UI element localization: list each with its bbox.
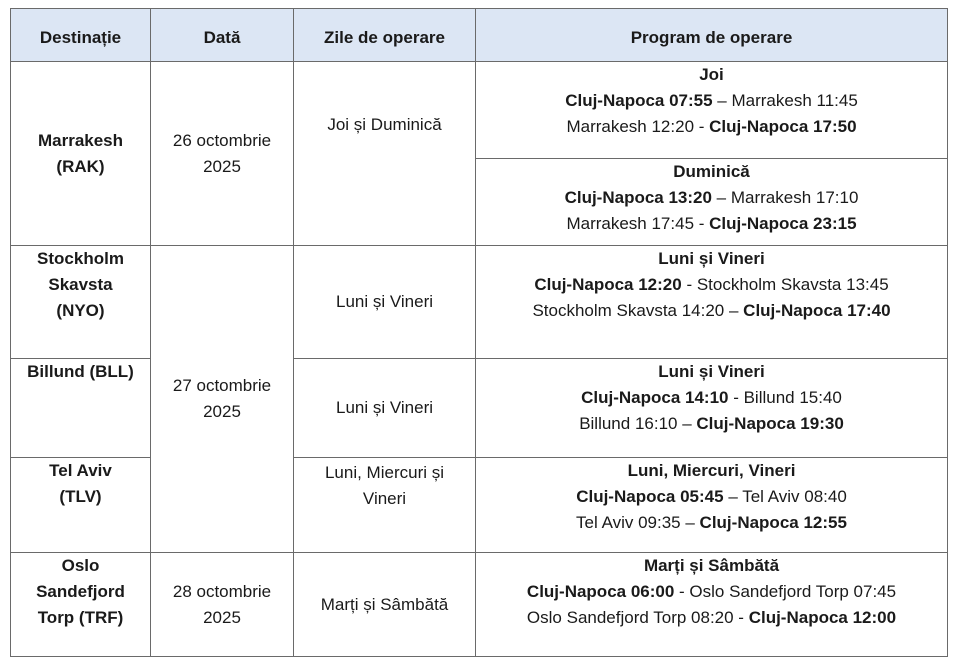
schedule-title: Duminică [673,162,750,181]
departure-text: Billund 16:10 [579,414,678,433]
date-year: 2025 [203,156,241,176]
header-date: Dată [151,9,294,62]
departure-text: Cluj-Napoca 05:45 [576,487,724,506]
schedule-cell [476,458,948,553]
arrival-text: Cluj-Napoca 17:50 [709,117,857,136]
operating-days-text: Luni și Vineri [335,292,434,311]
departure-text: Tel Aviv 09:35 [576,513,681,532]
arrival-text: Marrakesh 11:45 [731,91,858,110]
schedule-line-outbound [480,385,943,411]
separator: - [733,608,749,627]
schedule-line-outbound [480,272,943,298]
arrival-text: Cluj-Napoca 17:40 [743,301,891,320]
table-row [11,62,948,159]
schedule-line-outbound [480,88,943,114]
schedule-line-return [480,411,943,437]
destination-code: Torp (TRF) [37,608,124,627]
arrival-text: Stockholm Skavsta 13:45 [696,275,889,294]
departure-text: Cluj-Napoca 07:55 [565,91,713,110]
operating-days-cell [294,553,476,657]
schedule-title: Luni și Vineri [658,362,765,381]
operating-days-text: Luni, Miercuri și [324,463,445,482]
arrival-text: Cluj-Napoca 19:30 [696,414,844,433]
destination-name: Oslo [61,556,100,575]
destination-cell [11,458,151,553]
departure-text: Stockholm Skavsta 14:20 [532,301,725,320]
destination-cell [11,359,151,458]
flight-schedule-table [10,8,948,657]
arrival-text: Oslo Sandefjord Torp 07:45 [689,582,897,601]
destination-cell [11,553,151,657]
arrival-text: Tel Aviv 08:40 [742,487,847,506]
operating-days-text: Marți și Sâmbătă [320,594,449,614]
schedule-cell [476,359,948,458]
table-row [11,246,948,359]
destination-name: Stockholm [37,249,124,268]
destination-cell [11,62,151,246]
operating-days-cell [294,458,476,553]
destination-name: Marrakesh [37,130,124,150]
arrival-text: Cluj-Napoca 12:00 [748,608,897,627]
departure-text: Marrakesh 17:45 [566,214,695,233]
arrival-text: Billund 15:40 [743,388,842,407]
departure-text: Cluj-Napoca 06:00 [526,582,675,601]
separator: - [694,117,710,136]
header-destination: Destinație [11,9,151,62]
operating-days-text: Joi și Duminică [327,115,442,134]
date-cell [151,246,294,553]
schedule-cell [476,159,948,246]
separator: - [728,388,744,407]
schedule-line-return [480,211,943,237]
destination-name: Tel Aviv [49,461,112,480]
separator: - [694,214,710,233]
separator: – [723,487,743,506]
schedule-line-return [480,298,943,324]
destination-code: (TLV) [59,487,102,506]
date-day-month: 26 octombrie [172,130,272,150]
separator: – [677,414,697,433]
destination-name: Sandefjord [36,582,125,601]
date-year: 2025 [203,607,241,627]
departure-text: Oslo Sandefjord Torp 08:20 [526,608,734,627]
arrival-text: Marrakesh 17:10 [730,188,859,207]
table-row [11,553,948,657]
schedule-line-return [480,510,943,536]
separator: - [681,275,697,294]
destination-cell [11,246,151,359]
schedule-title: Luni și Vineri [658,249,765,268]
schedule-cell [476,553,948,657]
header-operating-days: Zile de operare [294,9,476,62]
date-year: 2025 [203,402,241,421]
date-day-month: 28 octombrie [172,581,272,601]
separator: - [674,582,690,601]
destination-code: (RAK) [56,156,105,176]
destination-name: Billund (BLL) [27,362,134,381]
schedule-line-outbound [480,484,943,510]
header-operating-schedule: Program de operare [476,9,948,62]
separator: – [680,513,700,532]
departure-text: Cluj-Napoca 14:10 [581,388,729,407]
schedule-line-outbound [480,185,943,211]
destination-code: (NYO) [56,301,105,320]
separator: – [724,301,744,320]
separator: – [711,188,731,207]
date-cell [151,62,294,246]
schedule-line-return [480,114,943,140]
arrival-text: Cluj-Napoca 12:55 [699,513,847,532]
schedule-line-return [480,605,943,631]
date-cell [151,553,294,657]
departure-text: Marrakesh 12:20 [566,117,695,136]
departure-text: Cluj-Napoca 12:20 [534,275,682,294]
destination-name: Skavsta [48,275,113,294]
schedule-cell [476,246,948,359]
arrival-text: Cluj-Napoca 23:15 [709,214,857,233]
schedule-line-outbound [480,579,943,605]
operating-days-cell [294,246,476,359]
operating-days-text: Vineri [362,489,407,508]
header-row [11,9,948,62]
schedule-title: Joi [699,65,724,84]
departure-text: Cluj-Napoca 13:20 [564,188,712,207]
date-day-month: 27 octombrie [172,376,272,395]
operating-days-text: Luni și Vineri [335,398,434,417]
schedule-cell [476,62,948,159]
schedule-title: Luni, Miercuri, Vineri [627,461,796,480]
separator: – [712,91,732,110]
operating-days-cell [294,359,476,458]
operating-days-cell [294,62,476,246]
schedule-title: Marți și Sâmbătă [643,556,780,575]
